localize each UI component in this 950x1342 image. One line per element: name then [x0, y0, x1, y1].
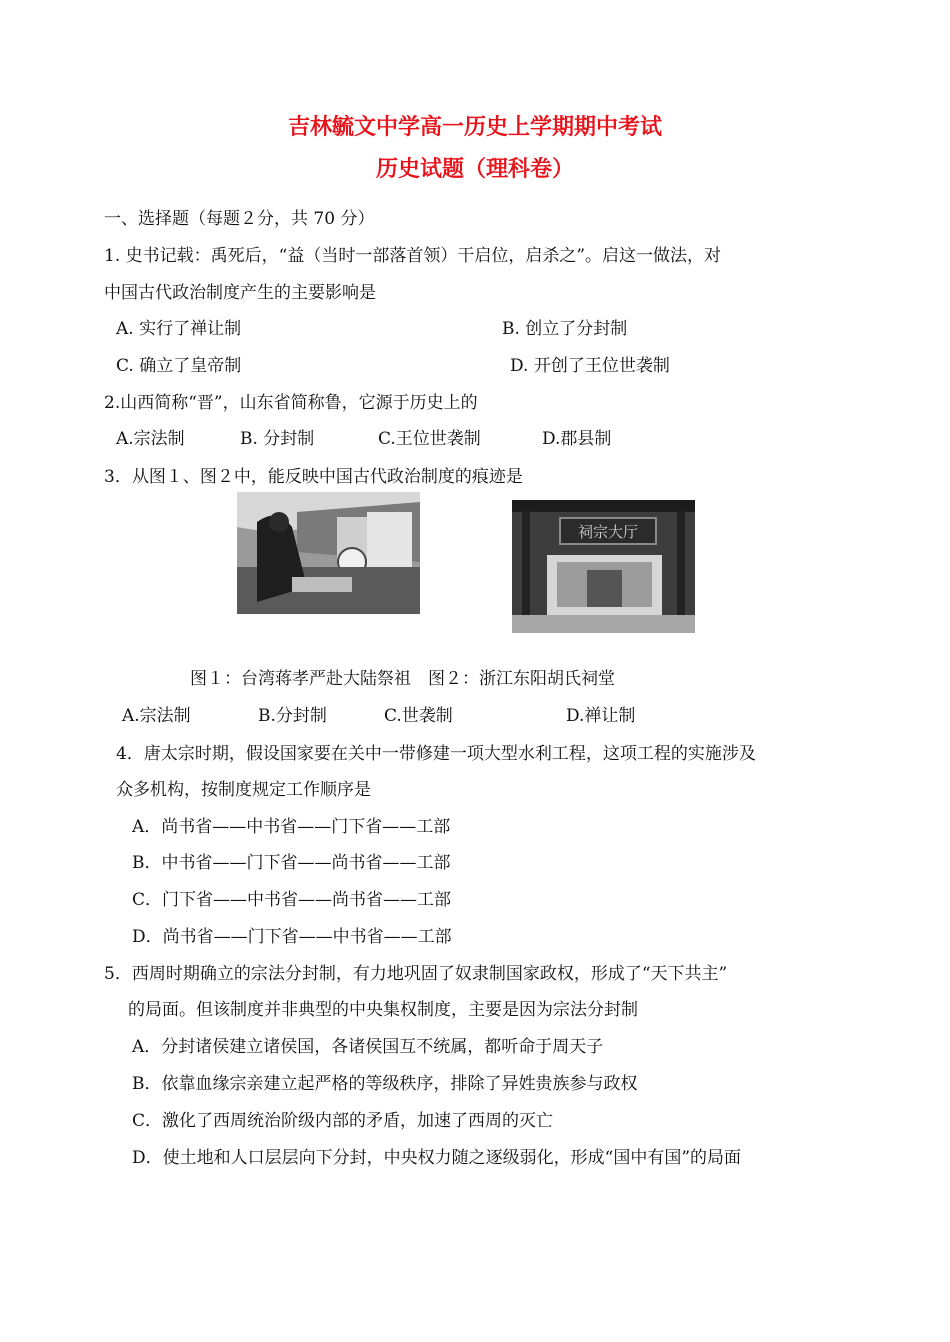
figure-1-photo	[237, 492, 420, 614]
q1-option-c: C. 确立了皇帝制	[116, 356, 242, 376]
q1-option-d: D. 开创了王位世袭制	[510, 356, 670, 376]
q5-option-d: D．使土地和人口层层向下分封，中央权力随之逐级弱化，形成“国中有国”的局面	[132, 1148, 742, 1168]
q5-option-a: A．分封诸侯建立诸侯国，各诸侯国互不统属，都听命于周天子	[132, 1037, 604, 1057]
q3-option-c: C.世袭制	[384, 706, 453, 726]
q4-stem-line2: 众多机构，按制度规定工作顺序是	[116, 780, 371, 800]
page-subtitle: 历史试题（理科卷）	[375, 157, 574, 182]
q2-option-a: A.宗法制	[116, 429, 185, 449]
q5-stem-line1: 5．西周时期确立的宗法分封制，有力地巩固了奴隶制国家政权，形成了“天下共主”	[104, 964, 728, 984]
figure-2-photo	[512, 500, 695, 633]
q2-option-d: D.郡县制	[542, 429, 612, 449]
q3-stem: 3．从图１、图２中，能反映中国古代政治制度的痕迹是	[104, 467, 523, 487]
plaque-text: 祠宗大厅	[577, 523, 639, 541]
q4-stem-line1: 4．唐太宗时期，假设国家要在关中一带修建一项大型水利工程，这项工程的实施涉及	[116, 744, 756, 764]
q4-option-d: D．尚书省——门下省——中书省——工部	[132, 927, 452, 947]
q3-option-d: D.禅让制	[566, 706, 636, 726]
q1-option-b: B. 创立了分封制	[502, 319, 628, 339]
q5-stem-line2: 的局面。但该制度并非典型的中央集权制度，主要是因为宗法分封制	[128, 1000, 638, 1020]
section-heading: 一、选择题（每题２分，共 70 分）	[104, 209, 375, 229]
q1-option-a: A. 实行了禅让制	[116, 319, 242, 339]
figure-caption: 图１：台湾蒋孝严赴大陆祭祖 图２：浙江东阳胡氏祠堂	[190, 669, 615, 689]
q2-option-b: B. 分封制	[240, 429, 315, 449]
q3-option-b: B.分封制	[258, 706, 327, 726]
q2-option-c: C.王位世袭制	[378, 429, 481, 449]
q4-option-c: C．门下省——中书省——尚书省——工部	[132, 890, 452, 910]
q4-option-a: A．尚书省——中书省——门下省——工部	[132, 817, 451, 837]
q4-option-b: B．中书省——门下省——尚书省——工部	[132, 853, 451, 873]
q1-stem-line2: 中国古代政治制度产生的主要影响是	[104, 283, 376, 303]
q2-stem: 2.山西简称“晋”，山东省简称鲁，它源于历史上的	[104, 393, 478, 413]
q5-option-b: B．依靠血缘宗亲建立起严格的等级秩序，排除了异姓贵族参与政权	[132, 1074, 638, 1094]
q1-stem-line1: 1. 史书记载：禹死后，“益（当时一部落首领）干启位，启杀之”。启这一做法，对	[104, 246, 722, 266]
q3-option-a: A.宗法制	[122, 706, 191, 726]
page-title: 吉林毓文中学高一历史上学期期中考试	[287, 115, 662, 140]
q5-option-c: C．激化了西周统治阶级内部的矛盾，加速了西周的灭亡	[132, 1111, 554, 1131]
